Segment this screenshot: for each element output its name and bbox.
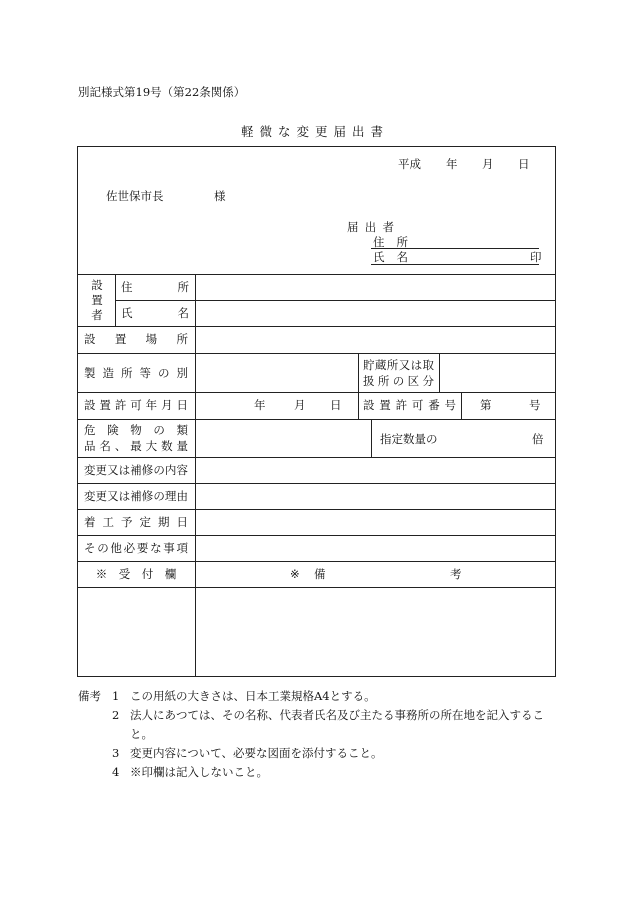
permit-number-label: 設置許可番号 bbox=[363, 398, 456, 412]
seal-mark: 印 bbox=[530, 250, 542, 264]
reception-column-header: ※ 受 付 欄 bbox=[95, 567, 177, 581]
notifier-label: 届出者 bbox=[347, 220, 394, 234]
permit-day-label: 日 bbox=[330, 398, 342, 412]
permit-date-label: 設置許可年月日 bbox=[84, 398, 188, 412]
form-title: 軽微な変更届出書 bbox=[240, 124, 389, 139]
note-text: ※印欄は記入しないこと。 bbox=[130, 765, 268, 779]
times-label: 倍 bbox=[532, 432, 544, 446]
note-number: 1 bbox=[112, 689, 120, 703]
hazmat-label-1: 危険物の類 bbox=[84, 423, 188, 437]
addressee-honorific: 様 bbox=[214, 189, 226, 203]
location-label: 設置場所 bbox=[84, 332, 188, 346]
date-era: 平成 bbox=[398, 157, 421, 171]
note-item bbox=[78, 687, 558, 706]
permit-month-label: 月 bbox=[294, 398, 306, 412]
note-text: この用紙の大きさは、日本工業規格A4とする。 bbox=[130, 689, 376, 703]
note-number: 2 bbox=[112, 708, 120, 722]
permit-number-suffix: 号 bbox=[529, 398, 541, 412]
note-number: 3 bbox=[112, 746, 120, 760]
remarks-column-header-end: 考 bbox=[450, 567, 462, 581]
permit-year-label: 年 bbox=[254, 398, 266, 412]
address-underline bbox=[371, 248, 539, 249]
note-text: 法人にあつては、その名称、代表者氏名及び主たる事務所の所在地を記入するこ bbox=[130, 708, 544, 722]
notes-section bbox=[78, 687, 558, 782]
date-month-label: 月 bbox=[482, 157, 494, 171]
storage-type-label-2: 扱所の区分 bbox=[363, 374, 434, 388]
date-day-label: 日 bbox=[518, 157, 530, 171]
notes-heading: 備考 bbox=[78, 689, 101, 703]
note-item bbox=[78, 744, 558, 763]
remarks-mark: ※ bbox=[290, 567, 300, 581]
name-underline bbox=[371, 264, 539, 265]
change-reason-label: 変更又は補修の理由 bbox=[84, 489, 188, 503]
installer-address-label: 住所 bbox=[121, 280, 189, 294]
note-text: 変更内容について、必要な図面を添付すること。 bbox=[130, 746, 383, 760]
storage-type-label-1: 貯蔵所又は取 bbox=[363, 358, 434, 372]
designated-quantity-label: 指定数量の bbox=[380, 432, 438, 446]
notifier-name-label: 氏名 bbox=[373, 250, 408, 264]
note-number: 4 bbox=[112, 765, 120, 779]
change-content-label: 変更又は補修の内容 bbox=[84, 463, 188, 477]
notifier-address-label: 住所 bbox=[373, 235, 408, 249]
note-item bbox=[78, 706, 558, 725]
remarks-column-header: 備 bbox=[314, 567, 326, 581]
other-matters-label: その他必要な事項 bbox=[84, 541, 188, 555]
facility-type-label: 製造所等の別 bbox=[84, 366, 188, 380]
start-date-label: 着工予定期日 bbox=[84, 515, 188, 529]
permit-number-prefix: 第 bbox=[480, 398, 492, 412]
note-item bbox=[78, 763, 558, 782]
form-reference: 別記様式第19号（第22条関係） bbox=[78, 85, 246, 99]
hazmat-label-2: 品名、最大数量 bbox=[84, 439, 188, 453]
installer-group-label: 設置者 bbox=[91, 278, 103, 322]
notification-form bbox=[77, 146, 556, 677]
addressee: 佐世保市長 bbox=[106, 189, 164, 203]
note-text-continued: と。 bbox=[130, 727, 153, 741]
date-year-label: 年 bbox=[446, 157, 458, 171]
note-item bbox=[78, 725, 558, 744]
installer-name-label: 氏名 bbox=[121, 306, 189, 320]
